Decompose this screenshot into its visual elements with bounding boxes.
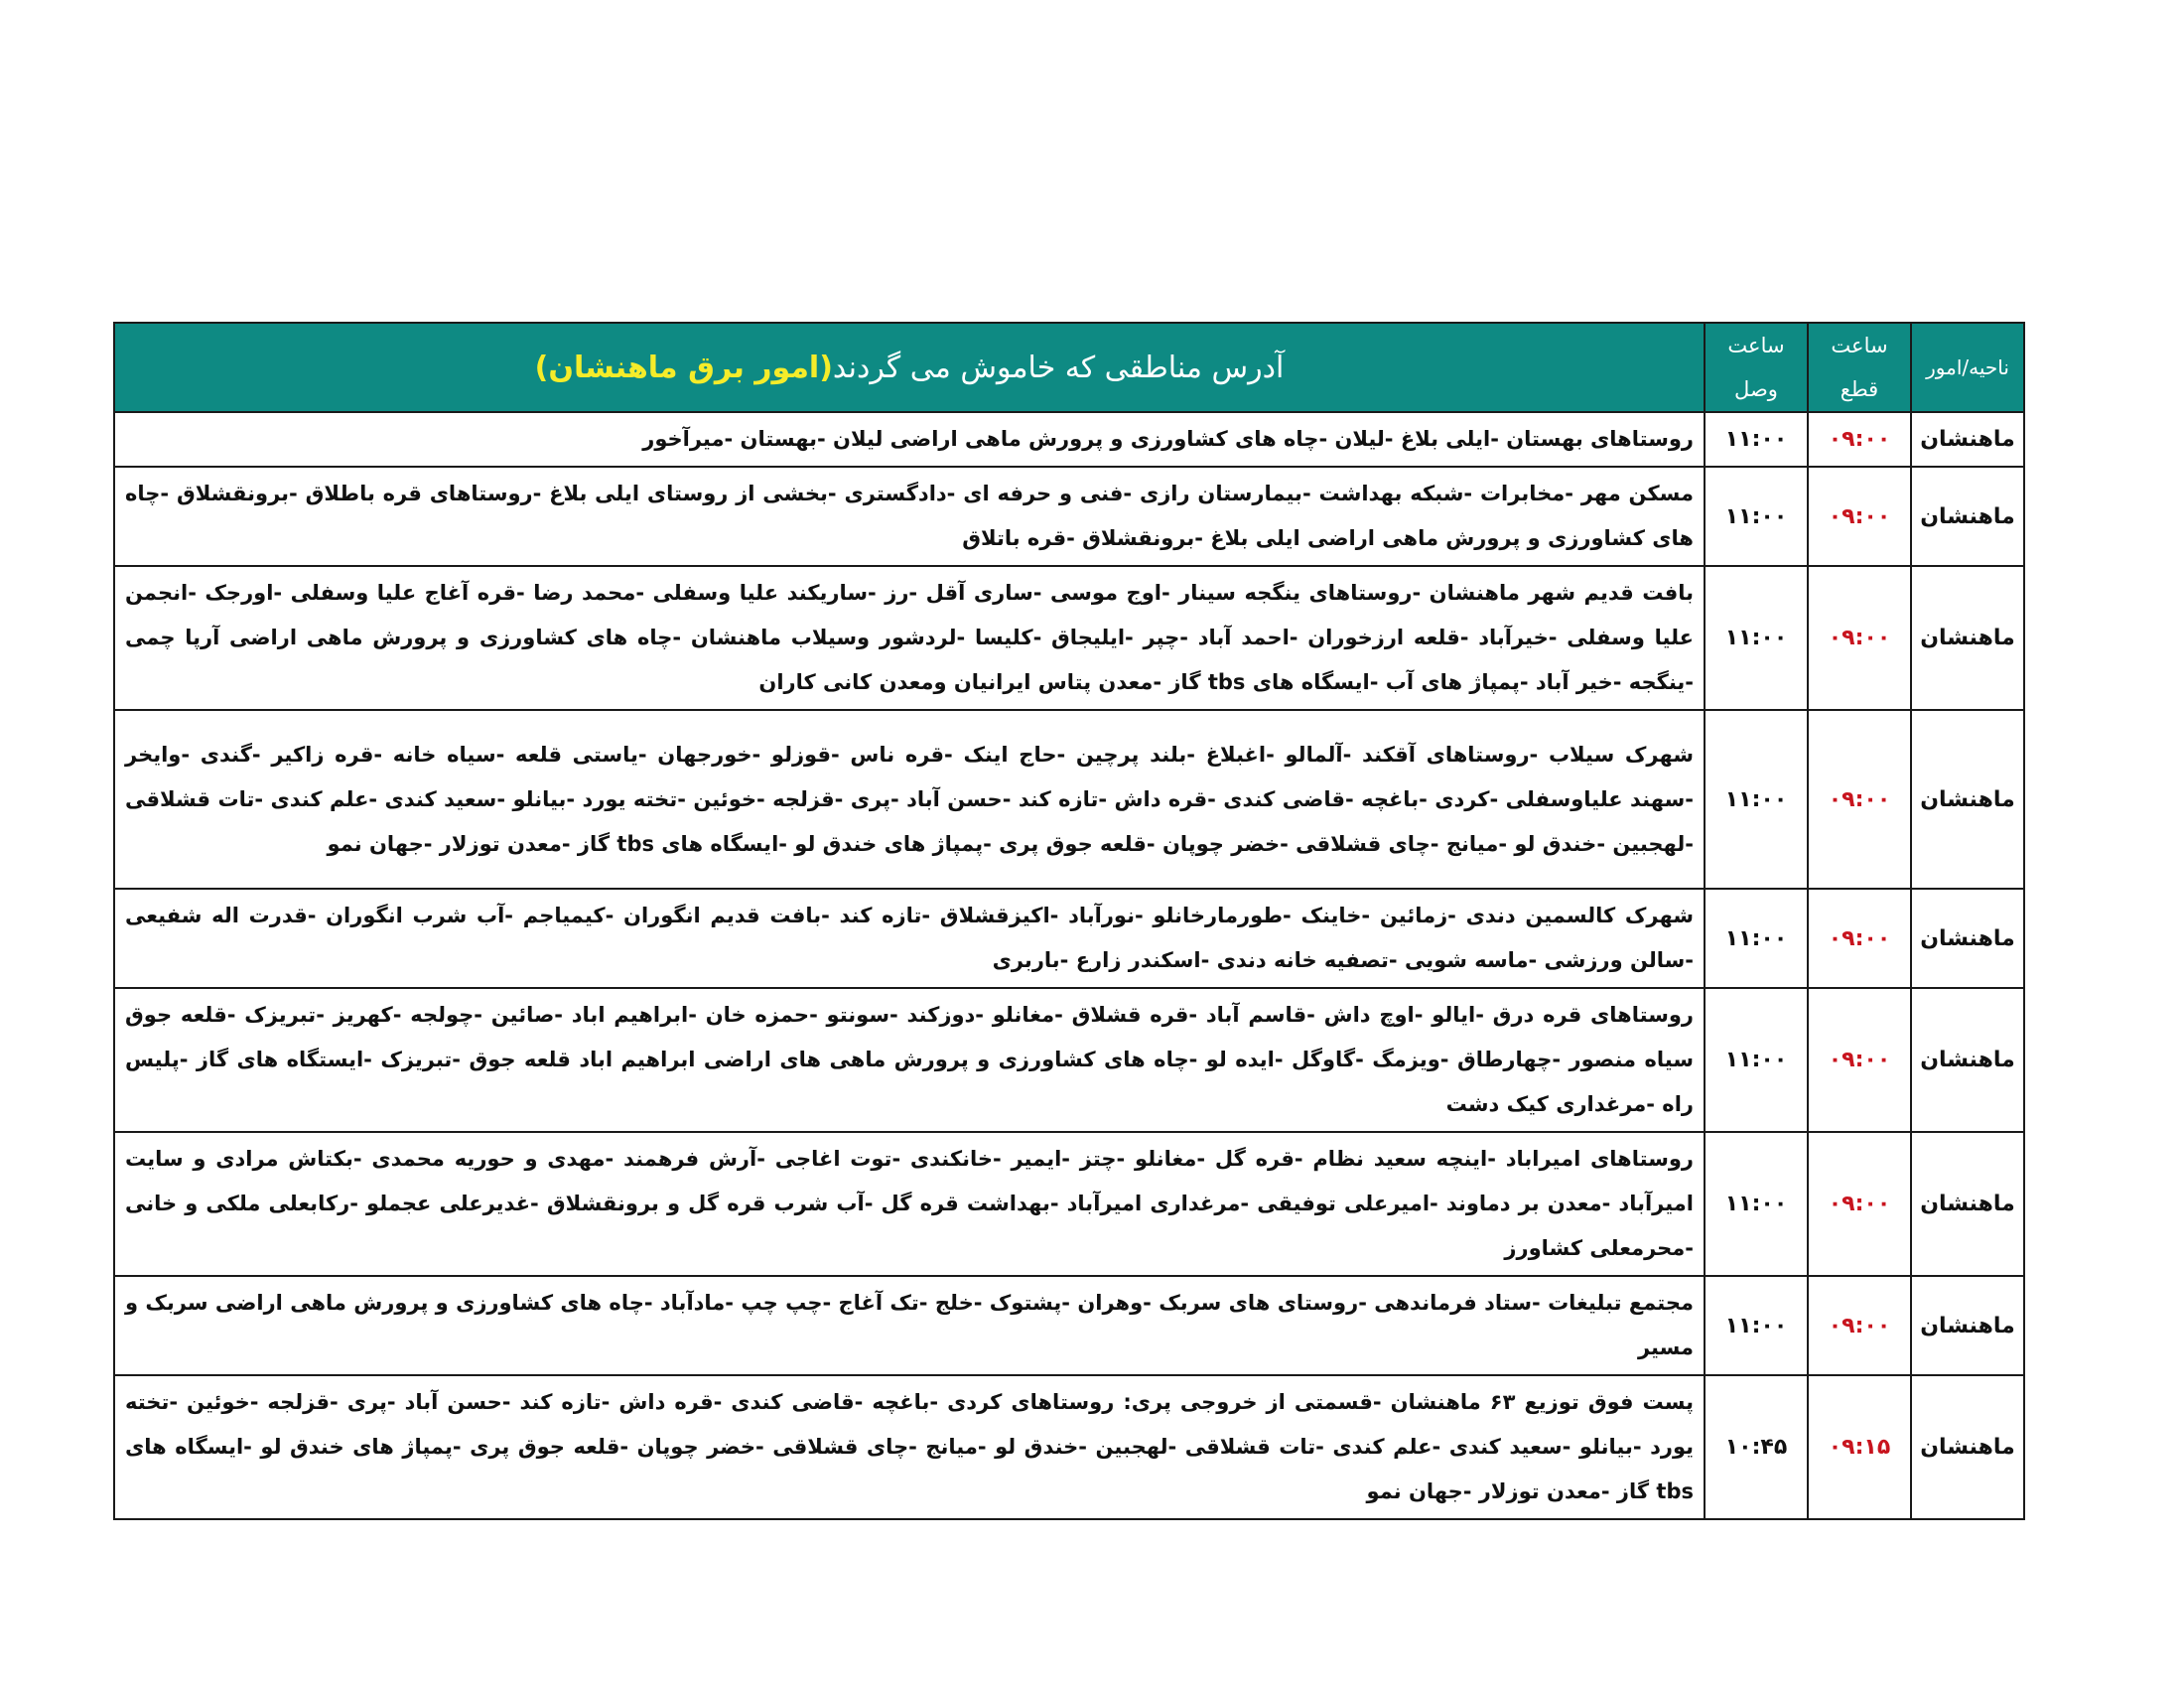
row-address: روستاهای امیراباد -اینچه سعید نظام -قره گل -مغانلو -چتز -ایمیر -خانکندی -توت اغاجی -آرش فرهمند -مهدی و حوریه محمدی -بکتاش مرادی و سایت امیرآباد -معدن بر دماوند -امیرعلی توفیقی -مرغداری امیرآباد -بهداشت قره گل -آب شرب قره گل و برونقشلاق -غدیرعلی عجملو -رکابعلی ملکی و خانی -محرمعلی کشاورز [114, 1132, 1705, 1276]
row-connect-time: ۱۱:۰۰ [1705, 412, 1808, 467]
row-cut-time: ۰۹:۰۰ [1808, 412, 1911, 467]
row-area: ماهنشان [1911, 710, 2024, 889]
header-address [114, 323, 1705, 412]
header-cut-line1: ساعت [1831, 334, 1888, 357]
table-row [114, 412, 2024, 467]
row-address: روستاهای قره درق -ایالو -اوچ داش -قاسم آباد -قره قشلاق -مغانلو -دوزکند -سونتو -حمزه خان -ابراهیم اباد -صائین -چولجه -کهریز -تبریزک -قلعه جوق سیاه منصور -چهارطاق -ویزمگ -گاوگل -ایده لو -چاه های کشاورزی و پرورش ماهی های اراضی ابراهیم اباد قلعه جوق -تبریزک -ایستگاه های گاز -پلیس راه -مرغداری کیک دشت [114, 988, 1705, 1132]
row-cut-time: ۰۹:۰۰ [1808, 710, 1911, 889]
header-address-subtitle: (امور برق ماهنشان) [534, 350, 833, 385]
table-body [114, 412, 2024, 1519]
row-cut-time: ۰۹:۰۰ [1808, 566, 1911, 710]
row-area: ماهنشان [1911, 1132, 2024, 1276]
row-cut-time: ۰۹:۰۰ [1808, 889, 1911, 988]
table-row [114, 467, 2024, 566]
row-address: پست فوق توزیع ۶۳ ماهنشان -قسمتی از خروجی پری: روستاهای کردی -باغچه -قاضی کندی -قره داش -تازه کند -حسن آباد -پری -قزلجه -خوئین -تخته یورد -بیانلو -سعید کندی -علم کندی -تات قشلاقی -لهجبین -خندق لو -میانج -چای قشلاقی -خضر چوپان -قلعه جوق پری -پمپاژ های خندق لو -ایسگاه های tbs گاز -معدن توزلار -جهان نمو [114, 1375, 1705, 1519]
row-area: ماهنشان [1911, 1375, 2024, 1519]
row-connect-time: ۱۰:۴۵ [1705, 1375, 1808, 1519]
outage-schedule-table [113, 322, 2025, 1520]
table-header [114, 323, 2024, 412]
row-connect-time: ۱۱:۰۰ [1705, 988, 1808, 1132]
row-cut-time: ۰۹:۰۰ [1808, 1132, 1911, 1276]
row-connect-time: ۱۱:۰۰ [1705, 889, 1808, 988]
header-cut-time [1808, 323, 1911, 412]
table-row [114, 710, 2024, 889]
row-connect-time: ۱۱:۰۰ [1705, 566, 1808, 710]
header-area-label: ناحیه/امور [1926, 355, 2009, 379]
row-area: ماهنشان [1911, 566, 2024, 710]
row-area: ماهنشان [1911, 1276, 2024, 1375]
row-address: مسکن مهر -مخابرات -شبکه بهداشت -بیمارستان رازی -فنی و حرفه ای -دادگستری -بخشی از روستای ایلی بلاغ -روستاهای قره باطلاق -برونقشلاق -چاه های کشاورزی و پرورش ماهی اراضی ایلی بلاغ -برونقشلاق -قره باتلاق [114, 467, 1705, 566]
row-cut-time: ۰۹:۱۵ [1808, 1375, 1911, 1519]
row-connect-time: ۱۱:۰۰ [1705, 467, 1808, 566]
row-cut-time: ۰۹:۰۰ [1808, 1276, 1911, 1375]
table-row [114, 1276, 2024, 1375]
row-address: شهرک سیلاب -روستاهای آقکند -آلمالو -اغبلاغ -بلند پرچین -حاج اینک -قره ناس -قوزلو -خورجهان -یاستی قلعه -سیاه خانه -قره زاکیر -گندی -وایخر -سهند علیاوسفلی -کردی -باغچه -قاضی کندی -قره داش -تازه کند -حسن آباد -پری -قزلجه -خوئین -تخته یورد -بیانلو -سعید کندی -علم کندی -تات قشلاقی -لهجبین -خندق لو -میانج -چای قشلاقی -خضر چوپان -قلعه جوق پری -پمپاژ های خندق لو -ایسگاه های tbs گاز -معدن توزلار -جهان نمو [114, 710, 1705, 889]
header-connect-time [1705, 323, 1808, 412]
table-row [114, 1375, 2024, 1519]
row-address: روستاهای بهستان -ایلی بلاغ -لیلان -چاه های کشاورزی و پرورش ماهی اراضی لیلان -بهستان -میرآخور [114, 412, 1705, 467]
header-cut-line2: قطع [1840, 377, 1879, 401]
row-area: ماهنشان [1911, 988, 2024, 1132]
row-address: شهرک کالسمین دندی -زمائین -خاینک -طورمارخانلو -نورآباد -اکیزقشلاق -تازه کند -بافت قدیم انگوران -کیمیاجم -آب شرب انگوران -قدرت اله شفیعی -سالن ورزشی -ماسه شویی -تصفیه خانه دندی -اسکندر زارع -باربری [114, 889, 1705, 988]
header-area [1911, 323, 2024, 412]
row-connect-time: ۱۱:۰۰ [1705, 1132, 1808, 1276]
row-area: ماهنشان [1911, 889, 2024, 988]
table-row [114, 889, 2024, 988]
row-connect-time: ۱۱:۰۰ [1705, 710, 1808, 889]
row-area: ماهنشان [1911, 467, 2024, 566]
row-area: ماهنشان [1911, 412, 2024, 467]
row-connect-time: ۱۱:۰۰ [1705, 1276, 1808, 1375]
row-cut-time: ۰۹:۰۰ [1808, 467, 1911, 566]
table-row [114, 566, 2024, 710]
header-connect-line1: ساعت [1727, 334, 1785, 357]
table-row [114, 988, 2024, 1132]
row-address: مجتمع تبلیغات -ستاد فرماندهی -روستای های سربک -وهران -پشتوک -خلج -تک آغاج -چپ چپ -مادآباد -چاه های کشاورزی و پرورش ماهی اراضی سربک و مسیر [114, 1276, 1705, 1375]
header-connect-line2: وصل [1734, 377, 1778, 401]
table-row [114, 1132, 2024, 1276]
header-address-title: آدرس مناطقی که خاموش می گردند [832, 350, 1285, 385]
row-address: بافت قدیم شهر ماهنشان -روستاهای ینگجه سینار -اوج موسی -ساری آقل -رز -ساریکند علیا وسفلی -محمد رضا -قره آغاج علیا وسفلی -اورجک -انجمن علیا وسفلی -خیرآباد -قلعه ارزخوران -احمد آباد -چپر -ایلیجاق -کلیسا -لردشور وسیلاب ماهنشان -چاه های کشاورزی و پرورش ماهی اراضی آرپا چمی -ینگجه -خیر آباد -پمپاژ های آب -ایسگاه های tbs گاز -معدن پتاس ایرانیان ومعدن کانی کاران [114, 566, 1705, 710]
row-cut-time: ۰۹:۰۰ [1808, 988, 1911, 1132]
